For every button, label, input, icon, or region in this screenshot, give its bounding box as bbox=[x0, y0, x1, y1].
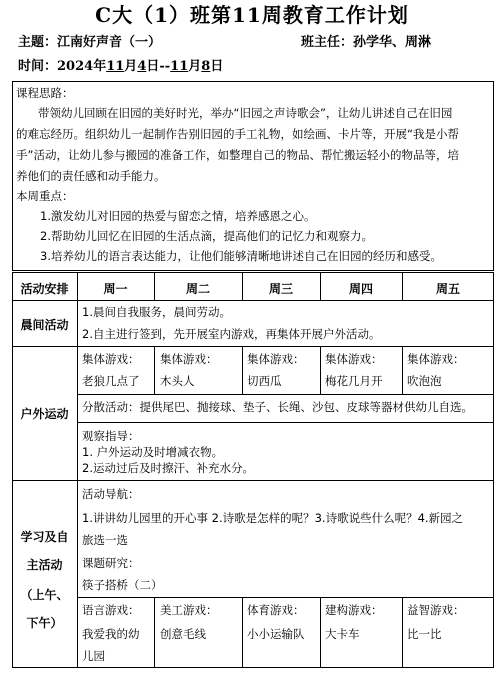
time-label: 时间： bbox=[18, 59, 58, 74]
area-value-sports: 小小运输队 bbox=[247, 627, 305, 641]
study-label-1: 学习及自 bbox=[20, 530, 69, 544]
time-start-month: 11 bbox=[106, 59, 125, 74]
time-end-month: 11 bbox=[170, 59, 189, 74]
arrange-label: 活动安排 bbox=[20, 282, 69, 296]
day-friday: 周五 bbox=[435, 282, 460, 296]
area-value-puzzle: 比一比 bbox=[407, 627, 442, 641]
research-value: 筷子搭桥（二） bbox=[82, 578, 163, 592]
day-thursday: 周四 bbox=[348, 282, 373, 296]
teacher-value: 孙学华、周淋 bbox=[353, 35, 432, 50]
study-label-2: 主活动 bbox=[26, 558, 63, 572]
page-title: C大（1）班第11周教育工作计划 bbox=[95, 3, 409, 27]
observe-heading: 观察指导： bbox=[82, 429, 140, 443]
time-day-sep: 日-- bbox=[146, 59, 171, 74]
course-line-1: 带领幼儿回顾在旧园的美好时光，举办“旧园之声诗歌会”，让幼儿讲述自己在旧园 bbox=[38, 106, 453, 120]
time-end-day: 8 bbox=[201, 59, 211, 74]
time-year: 2024年 bbox=[57, 59, 107, 74]
research-heading: 课题研究： bbox=[82, 556, 140, 570]
theme-row bbox=[18, 34, 161, 52]
theme-value: 江南好声音（一） bbox=[57, 35, 162, 50]
goals-heading: 本周重点： bbox=[16, 189, 74, 203]
nav-heading: 活动导航： bbox=[82, 487, 140, 501]
game-heading-tue: 集体游戏： bbox=[160, 352, 218, 366]
course-line-4: 养他们的责任感和动手能力。 bbox=[16, 169, 166, 183]
area-value-art: 创意毛线 bbox=[160, 627, 206, 641]
teacher-row bbox=[301, 34, 431, 52]
scatter-activity: 分散活动：提供尾巴、抛接球、垫子、长绳、沙包、皮球等器材供幼儿自选。 bbox=[82, 400, 473, 414]
outdoor-label: 户外运动 bbox=[20, 407, 69, 421]
area-heading-build: 建构游戏： bbox=[325, 603, 383, 617]
morning-line-2: 2.自主进行签到，先开展室内游戏，再集体开展户外活动。 bbox=[82, 327, 381, 341]
goal-1: 1.激发幼儿对旧园的热爱与留恋之情，培养感恩之心。 bbox=[40, 209, 316, 223]
time-end-month-char: 月 bbox=[188, 59, 202, 74]
morning-line-1: 1.晨间自我服务，晨间劳动。 bbox=[82, 305, 231, 319]
day-monday: 周一 bbox=[103, 282, 128, 296]
theme-label: 主题： bbox=[18, 35, 58, 50]
study-label-3: （上午、 bbox=[20, 588, 69, 602]
game-fri: 吹泡泡 bbox=[407, 374, 442, 388]
area-heading-sports: 体育游戏： bbox=[247, 603, 305, 617]
observe-line-1: 1. 户外运动及时增减衣物。 bbox=[82, 445, 224, 459]
time-end-char: 日 bbox=[210, 59, 224, 74]
game-tue: 木头人 bbox=[160, 374, 195, 388]
game-heading-fri: 集体游戏： bbox=[407, 352, 465, 366]
goal-3: 3.培养幼儿的语言表达能力，让他们能够清晰地讲述自己在旧园的经历和感受。 bbox=[40, 249, 442, 263]
course-heading: 课程思路： bbox=[16, 86, 74, 100]
nav-line-1: 1.讲讲幼儿园里的开心事 2.诗歌是怎样的呢？3.诗歌说些什么呢？4.新园之 bbox=[82, 511, 464, 525]
game-heading-wed: 集体游戏： bbox=[247, 352, 305, 366]
area-heading-language: 语言游戏： bbox=[82, 603, 140, 617]
area-value-language-2: 儿园 bbox=[82, 649, 105, 663]
area-value-build: 大卡车 bbox=[325, 627, 360, 641]
time-start-day: 4 bbox=[137, 59, 147, 74]
game-thu: 梅花几月开 bbox=[325, 374, 383, 388]
study-label-4: 下午） bbox=[26, 616, 63, 630]
course-line-3: 手”活动，让幼儿参与搬园的准备工作，如整理自己的物品、帮忙搬运轻小的物品等，培 bbox=[16, 148, 459, 162]
time-month-char: 月 bbox=[124, 59, 138, 74]
day-tuesday: 周二 bbox=[185, 282, 210, 296]
game-heading-mon: 集体游戏： bbox=[82, 352, 140, 366]
game-mon: 老狼几点了 bbox=[82, 374, 140, 388]
teacher-label: 班主任： bbox=[301, 35, 354, 50]
course-line-2: 的难忘经历。组织幼儿一起制作告别旧园的手工礼物，如绘画、卡片等，开展“我是小帮 bbox=[16, 127, 459, 141]
observe-line-2: 2.运动过后及时擦汗、补充水分。 bbox=[82, 461, 254, 475]
area-value-language-1: 我爱我的幼 bbox=[82, 627, 140, 641]
nav-line-2: 旅选一选 bbox=[82, 533, 128, 547]
time-row bbox=[18, 58, 223, 76]
game-heading-thu: 集体游戏： bbox=[325, 352, 383, 366]
game-wed: 切西瓜 bbox=[247, 374, 282, 388]
morning-label: 晨间活动 bbox=[20, 318, 69, 332]
goal-2: 2.帮助幼儿回忆在旧园的生活点滴，提高他们的记忆力和观察力。 bbox=[40, 229, 373, 243]
area-heading-puzzle: 益智游戏： bbox=[407, 603, 465, 617]
area-heading-art: 美工游戏： bbox=[160, 603, 218, 617]
day-wednesday: 周三 bbox=[268, 282, 293, 296]
